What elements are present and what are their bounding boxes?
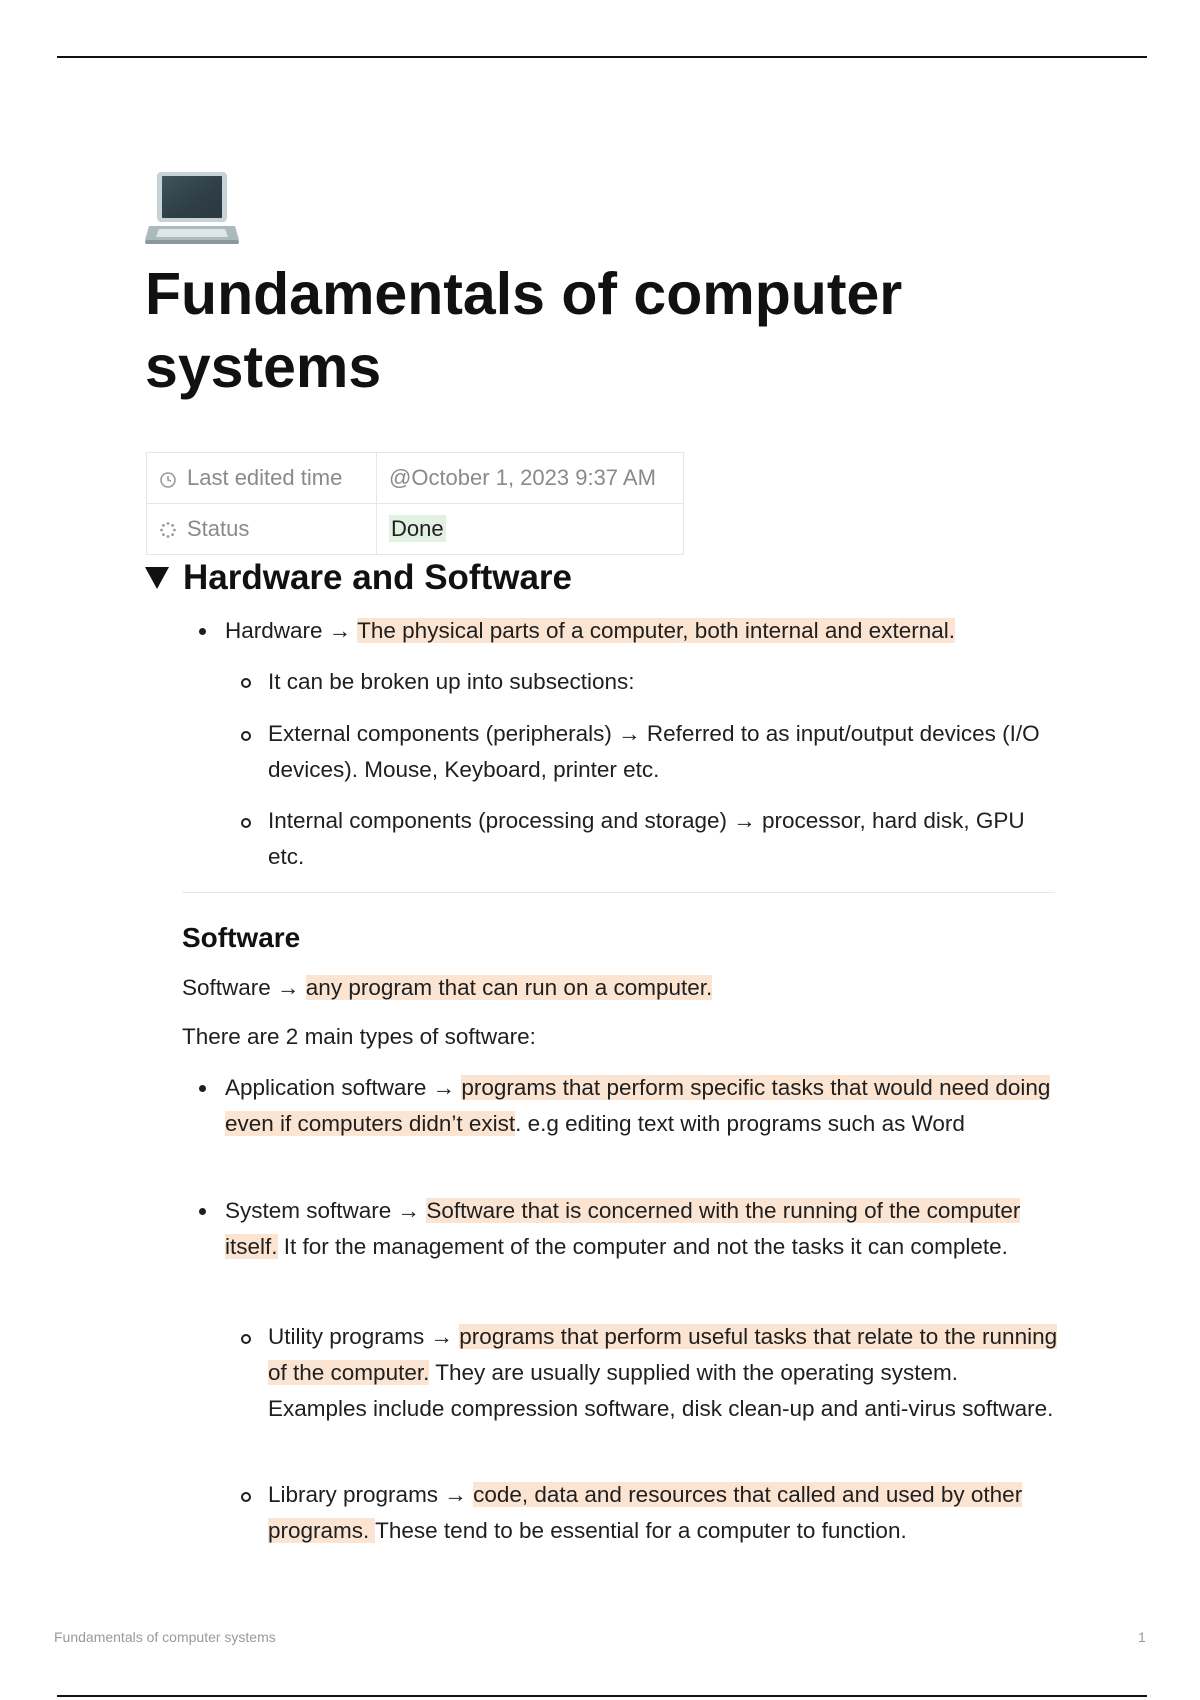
bullet-dot-icon <box>199 1208 206 1215</box>
toggle-heading-text: Hardware and Software <box>183 558 572 597</box>
toggle-heading[interactable] <box>145 558 572 598</box>
divider <box>182 892 1055 893</box>
bullet-ring-icon <box>241 1492 251 1502</box>
property-label: Status <box>187 516 250 541</box>
property-row-last-edited <box>147 453 684 504</box>
footer-doc-title: Fundamentals of computer systems <box>54 1629 276 1645</box>
toggle-triangle-icon[interactable] <box>145 567 169 589</box>
property-label: Last edited time <box>187 465 343 490</box>
page-title: Fundamentals of computer systems <box>145 261 903 400</box>
list-item-internal-components: Internal components (processing and storage) → processor, hard disk, GPU etc. <box>268 808 1025 869</box>
highlight-definition: Software that is concerned with the running of the computer itself. <box>225 1198 1021 1259</box>
laptop-icon <box>145 168 241 248</box>
list-item-application-software: Application software → programs that perform specific tasks that would need doing even if computers didn’t exist. e.g editing text with programs such as Word <box>225 1075 1051 1136</box>
property-row-status <box>147 504 684 555</box>
list-item-system-software: System software → Software that is concerned with the running of the computer itself. It for the management of the computer and not the tasks it can complete. <box>225 1198 1021 1259</box>
bullet-ring-icon <box>241 678 251 688</box>
highlight-definition: programs that perform useful tasks that relate to the running of the computer. <box>268 1324 1058 1385</box>
bullet-ring-icon <box>241 818 251 828</box>
list-item-library-programs: Library programs → code, data and resources that called and used by other programs. These tend to be essential for a computer to function. <box>268 1482 1023 1543</box>
bullet-ring-icon <box>241 731 251 741</box>
list-item-utility-programs: Utility programs → programs that perform useful tasks that relate to the running of the computer. They are usually supplied with the operating system. Examples include compression software, disk clean-up and anti-virus software. <box>268 1324 1058 1421</box>
software-types-text: There are 2 main types of software: <box>182 1024 536 1049</box>
bottom-rule <box>57 1695 1147 1697</box>
list-item-external-components: External components (peripherals) → Referred to as input/output devices (I/O devices). Mouse, Keyboard, printer etc. <box>268 721 1040 782</box>
highlight-definition: code, data and resources that called and used by other programs. <box>268 1482 1023 1543</box>
software-definition: Software → any program that can run on a computer. <box>182 975 713 1000</box>
properties-table <box>146 452 684 555</box>
status-spinner-icon <box>159 521 177 539</box>
bullet-ring-icon <box>241 1334 251 1344</box>
highlight-definition: any program that can run on a computer. <box>305 975 713 1000</box>
last-edited-value[interactable]: @October 1, 2023 9:37 AM <box>377 453 684 504</box>
highlight-definition: programs that perform specific tasks that would need doing even if computers didn’t exist <box>225 1075 1051 1136</box>
bullet-dot-icon <box>199 1085 206 1092</box>
list-item-hardware: Hardware → The physical parts of a computer, both internal and external. <box>225 618 955 643</box>
top-rule <box>57 56 1147 58</box>
highlight-definition: The physical parts of a computer, both internal and external. <box>357 618 955 643</box>
list-item-subsections: It can be broken up into subsections: <box>268 669 635 694</box>
clock-icon <box>159 470 177 488</box>
footer-page-number: 1 <box>1138 1629 1146 1645</box>
bullet-dot-icon <box>199 628 206 635</box>
software-heading: Software <box>182 922 301 953</box>
status-badge[interactable]: Done <box>391 516 444 541</box>
